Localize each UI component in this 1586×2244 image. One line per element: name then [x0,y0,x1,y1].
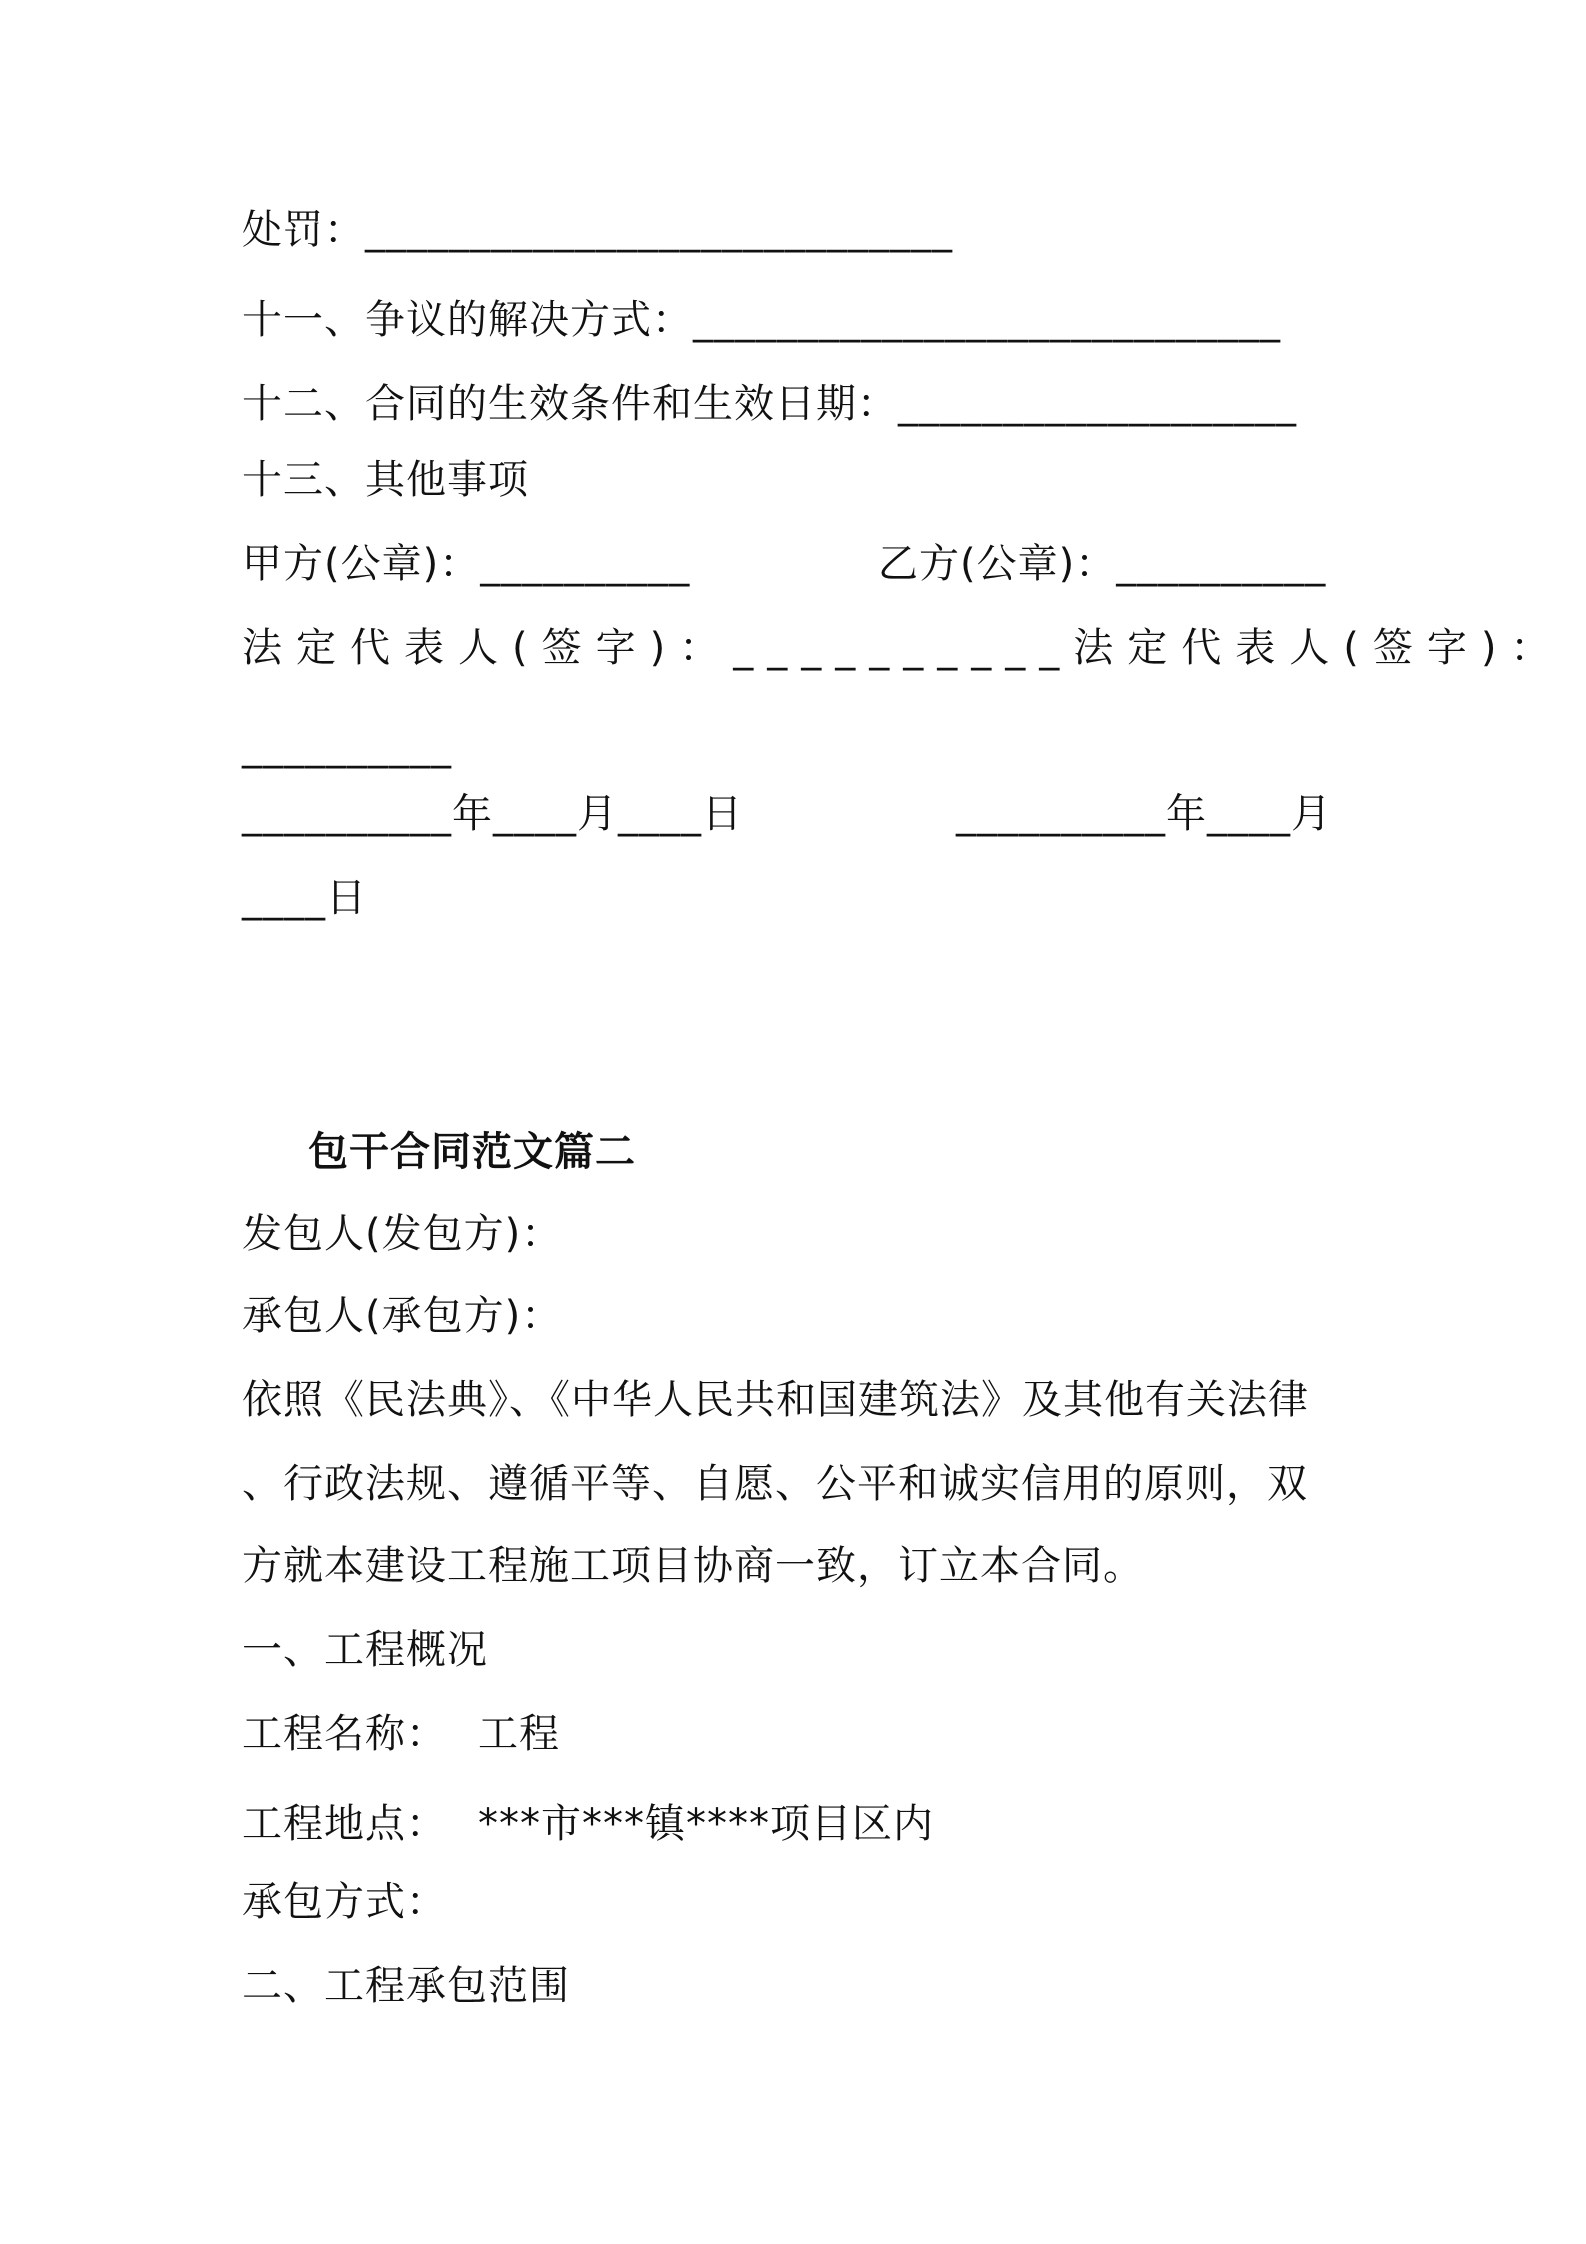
paragraph-line-1: 依照《民法典》、《中华人民共和国建筑法》及其他有关法律 [242,1377,1309,1423]
date-line-party-b: __________年____月 [956,791,1332,837]
section-title: 包干合同范文篇二 [308,1129,636,1175]
dispute-resolution-line: 十一、争议的解决方式：____________________________ [242,297,1281,343]
project-location-value: ***市***镇****项目区内 [478,1801,934,1847]
date-line-party-b-day: ____日 [242,875,367,921]
party-b-seal-line: 乙方(公章)：__________ [878,541,1327,587]
project-name-label: 工程名称： [242,1711,447,1757]
legal-representative-line: 法定代表人(签字)：__________法定代表人(签字)： [242,625,1565,671]
effective-conditions-line: 十二、合同的生效条件和生效日期：___________________ [242,381,1297,427]
other-matters-heading: 十三、其他事项 [242,457,529,503]
overview-heading: 一、工程概况 [242,1627,488,1673]
paragraph-line-2: 、行政法规、遵循平等、自愿、公平和诚实信用的原则，双 [242,1461,1308,1507]
paragraph-line-3: 方就本建设工程施工项目协商一致，订立本合同。 [242,1543,1144,1589]
project-name-value: 工程 [478,1711,560,1757]
issuer-line: 发包人(发包方)： [242,1211,563,1257]
party-a-seal-line: 甲方(公章)：__________ [242,541,691,587]
contractor-line: 承包人(承包方)： [242,1293,563,1339]
contract-method-line: 承包方式： [242,1879,447,1925]
project-location-label: 工程地点： [242,1801,447,1847]
date-line-party-a: __________年____月____日 [242,791,743,837]
scope-heading: 二、工程承包范围 [242,1963,570,2009]
penalty-line: 处罚：____________________________ [242,207,953,253]
legal-representative-blank: __________ [242,723,452,769]
